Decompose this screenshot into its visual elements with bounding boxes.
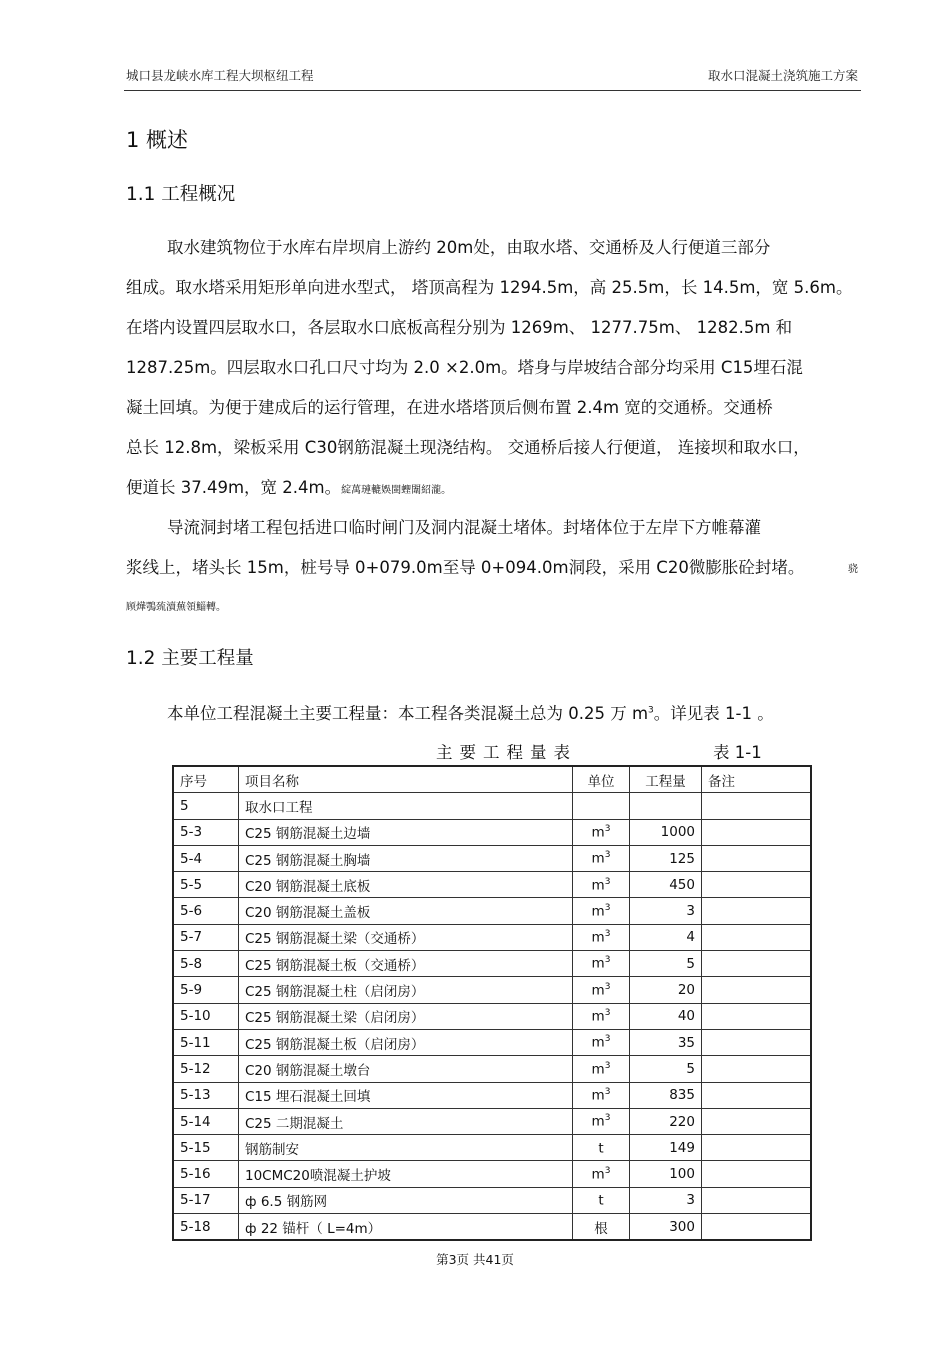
row-no-cell: 5-7 bbox=[173, 924, 239, 950]
unit-text: m bbox=[591, 1061, 605, 1078]
table-row bbox=[173, 1161, 811, 1187]
row-qty-cell: 149 bbox=[630, 1135, 702, 1161]
row-unit-cell bbox=[573, 977, 630, 1003]
header-rule bbox=[124, 90, 861, 91]
row-no-cell: 5-9 bbox=[173, 977, 239, 1003]
row-note-cell bbox=[702, 1029, 812, 1055]
row-name-cell: 取水口工程 bbox=[239, 793, 573, 819]
unit-text: m bbox=[591, 982, 605, 999]
quantity-table bbox=[172, 765, 812, 1241]
row-qty-cell bbox=[630, 793, 702, 819]
para2-line: 浆线上，堵头长 15m，桩号导 0+079.0m至导 0+094.0m洞段，采用 C20微膨胀砼封堵。 bbox=[126, 558, 805, 577]
table-title: 主要工程量表 bbox=[436, 743, 577, 762]
row-note-cell bbox=[702, 1003, 812, 1029]
row-name-cell: C20 钢筋混凝土底板 bbox=[239, 872, 573, 898]
unit-text: m bbox=[591, 1087, 605, 1104]
row-qty-cell: 1000 bbox=[630, 819, 702, 845]
row-no-cell: 5-16 bbox=[173, 1161, 239, 1187]
table-row bbox=[173, 1029, 811, 1055]
row-name-cell: C20 钢筋混凝土盖板 bbox=[239, 898, 573, 924]
row-note-cell bbox=[702, 1214, 812, 1241]
header-cell: 序号 bbox=[173, 766, 239, 793]
row-qty-cell: 3 bbox=[630, 1187, 702, 1213]
row-unit-cell bbox=[573, 924, 630, 950]
row-unit-cell bbox=[573, 1161, 630, 1187]
table-row bbox=[173, 924, 811, 950]
row-name-cell: C25 钢筋混凝土梁（交通桥） bbox=[239, 924, 573, 950]
row-name-cell: C25 钢筋混凝土梁（启闭房） bbox=[239, 1003, 573, 1029]
row-name-cell: C25 钢筋混凝土胸墙 bbox=[239, 845, 573, 871]
garbled-text: 骁 bbox=[848, 564, 858, 575]
unit-text: m bbox=[591, 955, 605, 972]
unit-text: m bbox=[591, 1166, 605, 1183]
row-name-cell: C25 钢筋混凝土板（启闭房） bbox=[239, 1029, 573, 1055]
row-no-cell: 5-3 bbox=[173, 819, 239, 845]
row-unit-cell bbox=[573, 1056, 630, 1082]
table-row bbox=[173, 1214, 811, 1241]
unit-sup: 3 bbox=[604, 1086, 611, 1097]
table-row bbox=[173, 819, 811, 845]
row-name-cell: C20 钢筋混凝土墩台 bbox=[239, 1056, 573, 1082]
row-qty-cell: 20 bbox=[630, 977, 702, 1003]
para1-line-text: 便道长 37.49m，宽 2.4m。 bbox=[126, 478, 342, 497]
para1-last-line bbox=[126, 474, 451, 498]
row-qty-cell: 40 bbox=[630, 1003, 702, 1029]
row-no-cell: 5-15 bbox=[173, 1135, 239, 1161]
unit-text: m bbox=[591, 903, 605, 920]
unit-sup: 3 bbox=[604, 823, 611, 834]
table-row bbox=[173, 1082, 811, 1108]
row-unit-cell bbox=[573, 872, 630, 898]
row-unit-cell bbox=[573, 1003, 630, 1029]
row-unit-cell bbox=[573, 1187, 630, 1213]
row-name-cell: 10CMC20喷混凝土护坡 bbox=[239, 1161, 573, 1187]
unit-text: m bbox=[591, 824, 605, 841]
row-qty-cell: 835 bbox=[630, 1082, 702, 1108]
row-unit-cell bbox=[573, 1135, 630, 1161]
table-number: 表 1-1 bbox=[713, 743, 762, 762]
row-no-cell: 5-6 bbox=[173, 898, 239, 924]
intro-sup: 3 bbox=[648, 705, 654, 716]
row-qty-cell: 35 bbox=[630, 1029, 702, 1055]
row-note-cell bbox=[702, 924, 812, 950]
row-unit-cell bbox=[573, 845, 630, 871]
row-no-cell: 5-13 bbox=[173, 1082, 239, 1108]
row-name-cell: 钢筋制安 bbox=[239, 1135, 573, 1161]
row-no-cell: 5-10 bbox=[173, 1003, 239, 1029]
unit-sup: 3 bbox=[604, 1060, 611, 1071]
table-row bbox=[173, 872, 811, 898]
table-row bbox=[173, 951, 811, 977]
row-no-cell: 5-12 bbox=[173, 1056, 239, 1082]
row-qty-cell: 5 bbox=[630, 951, 702, 977]
row-note-cell bbox=[702, 1187, 812, 1213]
row-note-cell bbox=[702, 845, 812, 871]
row-qty-cell: 125 bbox=[630, 845, 702, 871]
row-unit-cell bbox=[573, 1029, 630, 1055]
row-note-cell bbox=[702, 1108, 812, 1134]
table-header-row bbox=[173, 766, 811, 793]
header-right: 取水口混凝土浇筑施工方案 bbox=[707, 68, 858, 83]
row-name-cell: ф 6.5 钢筋网 bbox=[239, 1187, 573, 1213]
intro-text: 本单位工程混凝土主要工程量：本工程各类混凝土总为 0.25 万 m bbox=[167, 704, 649, 723]
header-cell: 项目名称 bbox=[239, 766, 573, 793]
row-qty-cell: 220 bbox=[630, 1108, 702, 1134]
garbled-text: 顾燁鶚巯瀆蕪領鯔轉。 bbox=[126, 602, 226, 613]
unit-text: 根 bbox=[594, 1220, 608, 1237]
unit-text: t bbox=[598, 1192, 604, 1209]
section-1-1-title: 1.1 工程概况 bbox=[126, 184, 236, 205]
para1-line: 总长 12.8m，梁板采用 C30钢筋混凝土现浇结构。 交通桥后接人行便道， 连接坝和取水口， bbox=[126, 438, 810, 457]
header-cell: 工程量 bbox=[630, 766, 702, 793]
para1-line: 在塔内设置四层取水口，各层取水口底板高程分别为 1269m、 1277.75m、 1282.5m 和 bbox=[126, 318, 793, 337]
row-unit-cell bbox=[573, 1082, 630, 1108]
table-row bbox=[173, 977, 811, 1003]
intro-tail: 。详见表 1-1 。 bbox=[653, 704, 774, 723]
unit-text: t bbox=[598, 1140, 604, 1157]
row-qty-cell: 4 bbox=[630, 924, 702, 950]
row-unit-cell bbox=[573, 1108, 630, 1134]
table-row bbox=[173, 1135, 811, 1161]
row-name-cell: C25 钢筋混凝土板（交通桥） bbox=[239, 951, 573, 977]
row-qty-cell: 300 bbox=[630, 1214, 702, 1241]
table-row bbox=[173, 845, 811, 871]
row-no-cell: 5-5 bbox=[173, 872, 239, 898]
header-cell: 单位 bbox=[573, 766, 630, 793]
row-name-cell: C25 钢筋混凝土边墙 bbox=[239, 819, 573, 845]
row-name-cell: C15 埋石混凝土回填 bbox=[239, 1082, 573, 1108]
row-no-cell: 5 bbox=[173, 793, 239, 819]
row-qty-cell: 100 bbox=[630, 1161, 702, 1187]
row-note-cell bbox=[702, 1056, 812, 1082]
row-name-cell: C25 二期混凝土 bbox=[239, 1108, 573, 1134]
row-note-cell bbox=[702, 977, 812, 1003]
row-qty-cell: 3 bbox=[630, 898, 702, 924]
row-unit-cell bbox=[573, 819, 630, 845]
header-cell: 备注 bbox=[702, 766, 812, 793]
row-unit-cell bbox=[573, 1214, 630, 1241]
row-note-cell bbox=[702, 1082, 812, 1108]
unit-text: m bbox=[591, 850, 605, 867]
page-footer: 第3页 共41页 bbox=[436, 1252, 514, 1267]
row-note-cell bbox=[702, 1161, 812, 1187]
unit-text: m bbox=[591, 1113, 605, 1130]
unit-text: m bbox=[591, 877, 605, 894]
para1-line: 1287.25m。四层取水口孔口尺寸均为 2.0 ×2.0m。塔身与岸坡结合部分均采用 C15埋石混 bbox=[126, 358, 803, 377]
row-unit-cell bbox=[573, 793, 630, 819]
table-row bbox=[173, 1187, 811, 1213]
garbled-text: 綻萬璉轆娛閩蟶闈紹瀧。 bbox=[341, 485, 452, 496]
row-unit-cell bbox=[573, 898, 630, 924]
row-qty-cell: 450 bbox=[630, 872, 702, 898]
unit-sup: 3 bbox=[604, 876, 611, 887]
row-unit-cell bbox=[573, 951, 630, 977]
row-no-cell: 5-8 bbox=[173, 951, 239, 977]
section-1-title: 1 概述 bbox=[126, 128, 189, 152]
row-no-cell: 5-14 bbox=[173, 1108, 239, 1134]
table-row bbox=[173, 793, 811, 819]
row-note-cell bbox=[702, 872, 812, 898]
row-note-cell bbox=[702, 898, 812, 924]
para1-line: 组成。取水塔采用矩形单向进水型式， 塔顶高程为 1294.5m，高 25.5m，长 14.5m，宽 5.6m。 bbox=[126, 278, 853, 297]
unit-sup: 3 bbox=[604, 1034, 611, 1045]
row-no-cell: 5-11 bbox=[173, 1029, 239, 1055]
row-note-cell bbox=[702, 793, 812, 819]
header-left: 城口县龙峡水库工程大坝枢纽工程 bbox=[126, 68, 314, 83]
row-note-cell bbox=[702, 819, 812, 845]
section-1-2-title: 1.2 主要工程量 bbox=[126, 648, 254, 669]
row-name-cell: ф 22 锚杆（ L=4m） bbox=[239, 1214, 573, 1241]
table-row bbox=[173, 1056, 811, 1082]
unit-text: m bbox=[591, 1008, 605, 1025]
row-note-cell bbox=[702, 1135, 812, 1161]
row-note-cell bbox=[702, 951, 812, 977]
unit-sup: 3 bbox=[604, 929, 611, 940]
unit-text: m bbox=[591, 929, 605, 946]
section-1-2-intro bbox=[167, 700, 774, 724]
row-no-cell: 5-17 bbox=[173, 1187, 239, 1213]
table-row bbox=[173, 1108, 811, 1134]
row-qty-cell: 5 bbox=[630, 1056, 702, 1082]
unit-sup: 3 bbox=[604, 850, 611, 861]
row-no-cell: 5-4 bbox=[173, 845, 239, 871]
table-row bbox=[173, 1003, 811, 1029]
unit-sup: 3 bbox=[604, 981, 611, 992]
para2-line: 导流洞封堵工程包括进口临时闸门及洞内混凝土堵体。封堵体位于左岸下方帷幕灌 bbox=[167, 518, 761, 537]
unit-sup: 3 bbox=[604, 1008, 611, 1019]
table-row bbox=[173, 898, 811, 924]
unit-sup: 3 bbox=[604, 955, 611, 966]
para1-line: 凝土回填。为便于建成后的运行管理，在进水塔塔顶后侧布置 2.4m 宽的交通桥。交通桥 bbox=[126, 398, 773, 417]
unit-sup: 3 bbox=[604, 1113, 611, 1124]
unit-sup: 3 bbox=[604, 1165, 611, 1176]
unit-text: m bbox=[591, 1034, 605, 1051]
unit-sup: 3 bbox=[604, 902, 611, 913]
row-no-cell: 5-18 bbox=[173, 1214, 239, 1241]
row-name-cell: C25 钢筋混凝土柱（启闭房） bbox=[239, 977, 573, 1003]
para1-line: 取水建筑物位于水库右岸坝肩上游约 20m处，由取水塔、交通桥及人行便道三部分 bbox=[167, 238, 771, 257]
